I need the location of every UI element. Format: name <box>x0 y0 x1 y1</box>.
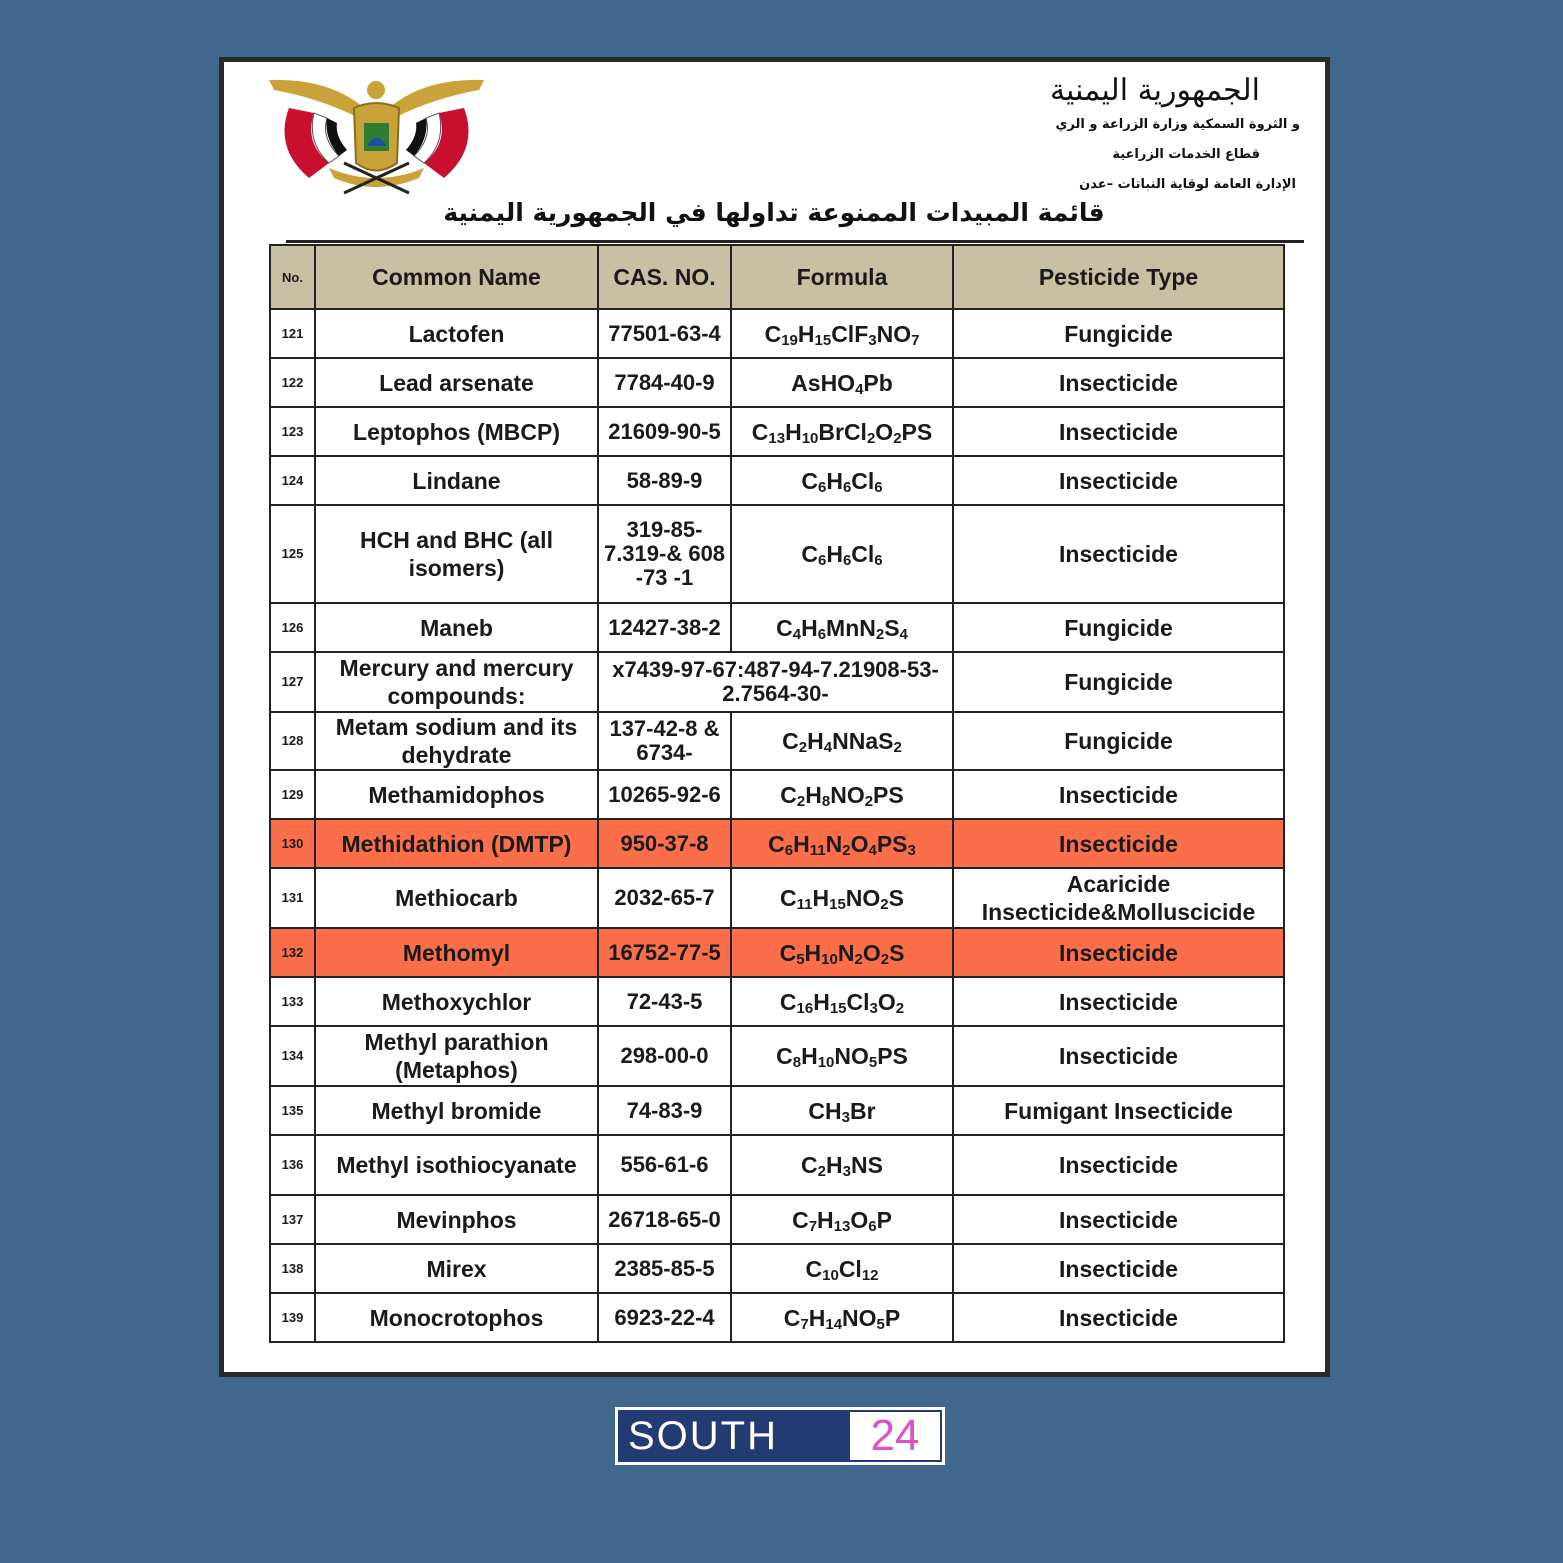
table-row <box>270 309 1284 358</box>
cell-pesticide-type: Insecticide <box>953 928 1284 977</box>
cell-formula: $C_2H_4NNaS_2$ <box>731 712 953 770</box>
table-row <box>270 977 1284 1026</box>
cell-cas-no: 16752-77-5 <box>598 928 731 977</box>
table-row <box>270 1195 1284 1244</box>
cell-no: 137 <box>270 1195 315 1244</box>
table-row <box>270 1244 1284 1293</box>
cell-common-name: Leptophos (MBCP) <box>315 407 598 456</box>
sector-name: قطاع الخدمات الزراعية <box>1112 147 1260 162</box>
cell-common-name: Methidathion (DMTP) <box>315 819 598 868</box>
table-header-row <box>270 245 1284 309</box>
table-row <box>270 928 1284 977</box>
cell-pesticide-type: Insecticide <box>953 358 1284 407</box>
table-row <box>270 868 1284 928</box>
cell-formula: $C_6H_6Cl_6$ <box>731 456 953 505</box>
table-row <box>270 770 1284 819</box>
table-row <box>270 358 1284 407</box>
cell-pesticide-type: Insecticide <box>953 770 1284 819</box>
table-row <box>270 1135 1284 1195</box>
cell-no: 127 <box>270 652 315 712</box>
cell-cas-no: 77501-63-4 <box>598 309 731 358</box>
table-row <box>270 1026 1284 1086</box>
cell-pesticide-type: Insecticide <box>953 1244 1284 1293</box>
cell-no: 132 <box>270 928 315 977</box>
table-row <box>270 505 1284 603</box>
cell-pesticide-type: Insecticide <box>953 977 1284 1026</box>
cell-common-name: Lindane <box>315 456 598 505</box>
cell-common-name: Mercury and mercury compounds: <box>315 652 598 712</box>
cell-cas-no: 319-85-7.319-& 608 -73 -1 <box>598 505 731 603</box>
cell-formula: $C_2H_8NO_2PS$ <box>731 770 953 819</box>
cell-cas-no: 74-83-9 <box>598 1086 731 1135</box>
table-row <box>270 603 1284 652</box>
cell-no: 134 <box>270 1026 315 1086</box>
cell-common-name: Lead arsenate <box>315 358 598 407</box>
col-header-cas-no: CAS. NO. <box>598 245 731 309</box>
cell-common-name: HCH and BHC (all isomers) <box>315 505 598 603</box>
yemen-emblem-icon <box>269 68 484 198</box>
cell-pesticide-type: Insecticide <box>953 1293 1284 1342</box>
document-sheet <box>219 57 1330 1377</box>
cell-no: 128 <box>270 712 315 770</box>
cell-no: 136 <box>270 1135 315 1195</box>
cell-pesticide-type: Fungicide <box>953 712 1284 770</box>
cell-formula: AsHO$_4$Pb <box>731 358 953 407</box>
table-row <box>270 456 1284 505</box>
cell-formula: $CH_3Br$ <box>731 1086 953 1135</box>
cell-pesticide-type: Insecticide <box>953 407 1284 456</box>
cell-cas-no: 21609-90-5 <box>598 407 731 456</box>
cell-cas-no: 58-89-9 <box>598 456 731 505</box>
cell-cas-no: 12427-38-2 <box>598 603 731 652</box>
table-row <box>270 652 1284 712</box>
cell-formula: $C_5H_{10}N_2O_2S$ <box>731 928 953 977</box>
cell-pesticide-type: Fungicide <box>953 603 1284 652</box>
table-row <box>270 819 1284 868</box>
cell-pesticide-type: Insecticide <box>953 819 1284 868</box>
cell-common-name: Methomyl <box>315 928 598 977</box>
cell-formula: $C_7H_{13}O_6P$ <box>731 1195 953 1244</box>
cell-no: 124 <box>270 456 315 505</box>
cell-no: 135 <box>270 1086 315 1135</box>
document-title: قائمة المبيدات الممنوعة تداولها في الجمهورية اليمنية <box>443 198 1105 227</box>
table-row <box>270 1086 1284 1135</box>
cell-formula: $C_{10}Cl_{12}$ <box>731 1244 953 1293</box>
table-row <box>270 407 1284 456</box>
cell-common-name: Methiocarb <box>315 868 598 928</box>
cell-cas-no: 6923-22-4 <box>598 1293 731 1342</box>
cell-pesticide-type: Insecticide <box>953 1195 1284 1244</box>
cell-formula: $C_2H_3NS$ <box>731 1135 953 1195</box>
cell-common-name: Monocrotophos <box>315 1293 598 1342</box>
cell-cas-no: 2032-65-7 <box>598 868 731 928</box>
cell-pesticide-type: Insecticide <box>953 1026 1284 1086</box>
cell-no: 130 <box>270 819 315 868</box>
cell-pesticide-type: Fumigant Insecticide <box>953 1086 1284 1135</box>
logo-word: SOUTH <box>618 1410 848 1462</box>
cell-pesticide-type: Insecticide <box>953 1135 1284 1195</box>
cell-formula: $C_7H_{14}NO_5P$ <box>731 1293 953 1342</box>
cell-formula: $C_6H_6Cl_6$ <box>731 505 953 603</box>
cell-common-name: Methamidophos <box>315 770 598 819</box>
cell-cas-no: 7784-40-9 <box>598 358 731 407</box>
cell-cas-no: 950-37-8 <box>598 819 731 868</box>
table-row <box>270 712 1284 770</box>
cell-common-name: Methyl isothiocyanate <box>315 1135 598 1195</box>
col-header-no: No. <box>270 245 315 309</box>
cell-cas-no: 298-00-0 <box>598 1026 731 1086</box>
cell-no: 129 <box>270 770 315 819</box>
cell-cas-no: 26718-65-0 <box>598 1195 731 1244</box>
cell-pesticide-type: Fungicide <box>953 309 1284 358</box>
banned-pesticides-table <box>269 244 1285 1343</box>
logo-number: 24 <box>848 1410 942 1462</box>
cell-formula: $C_{16}H_{15}Cl_3O_2$ <box>731 977 953 1026</box>
cell-cas-no: 556-61-6 <box>598 1135 731 1195</box>
cell-formula: $C_4H_6MnN_2S_4$ <box>731 603 953 652</box>
cell-common-name: Metam sodium and its dehydrate <box>315 712 598 770</box>
cell-formula: $C_{13}H_{10}BrCl_2O_2PS$ <box>731 407 953 456</box>
cell-pesticide-type: Acaricide Insecticide&Molluscicide <box>953 868 1284 928</box>
cell-formula: $C_8H_{10}NO_5PS$ <box>731 1026 953 1086</box>
cell-cas-no: 2385-85-5 <box>598 1244 731 1293</box>
cell-no: 138 <box>270 1244 315 1293</box>
cell-no: 133 <box>270 977 315 1026</box>
cell-no: 125 <box>270 505 315 603</box>
cell-no: 139 <box>270 1293 315 1342</box>
col-header-pesticide-type: Pesticide Type <box>953 245 1284 309</box>
cell-cas-no: 137-42-8 & 6734- <box>598 712 731 770</box>
title-divider <box>286 240 1304 243</box>
cell-pesticide-type: Fungicide <box>953 652 1284 712</box>
cell-formula: $C_6H_{11}N_2O_4PS_3$ <box>731 819 953 868</box>
cell-common-name: Mirex <box>315 1244 598 1293</box>
cell-formula: $C_{11}H_{15}NO_2S$ <box>731 868 953 928</box>
cell-common-name: Methoxychlor <box>315 977 598 1026</box>
cell-common-name: Maneb <box>315 603 598 652</box>
department-name: الإدارة العامة لوقاية النباتات –عدن <box>1079 177 1296 192</box>
col-header-common-name: Common Name <box>315 245 598 309</box>
cell-common-name: Lactofen <box>315 309 598 358</box>
cell-no: 123 <box>270 407 315 456</box>
col-header-formula: Formula <box>731 245 953 309</box>
cell-common-name: Methyl parathion (Metaphos) <box>315 1026 598 1086</box>
cell-formula: $C_{19}H_{15}ClF_3NO_7$ <box>731 309 953 358</box>
cell-cas-no: 72-43-5 <box>598 977 731 1026</box>
cell-cas-no: 10265-92-6 <box>598 770 731 819</box>
ministry-header <box>880 72 1300 200</box>
table-row <box>270 1293 1284 1342</box>
cell-common-name: Methyl bromide <box>315 1086 598 1135</box>
republic-name: الجمهورية اليمنية <box>1049 73 1260 108</box>
ministry-name: و الثروة السمكية وزارة الزراعة و الري <box>1055 117 1300 132</box>
cell-pesticide-type: Insecticide <box>953 456 1284 505</box>
cell-no: 122 <box>270 358 315 407</box>
cell-no: 121 <box>270 309 315 358</box>
cell-cas-no: x7439-97-67:487-94-7.21908-53-2.7564-30- <box>598 652 953 712</box>
cell-no: 126 <box>270 603 315 652</box>
south24-logo <box>615 1407 945 1465</box>
cell-no: 131 <box>270 868 315 928</box>
cell-common-name: Mevinphos <box>315 1195 598 1244</box>
cell-pesticide-type: Insecticide <box>953 505 1284 603</box>
